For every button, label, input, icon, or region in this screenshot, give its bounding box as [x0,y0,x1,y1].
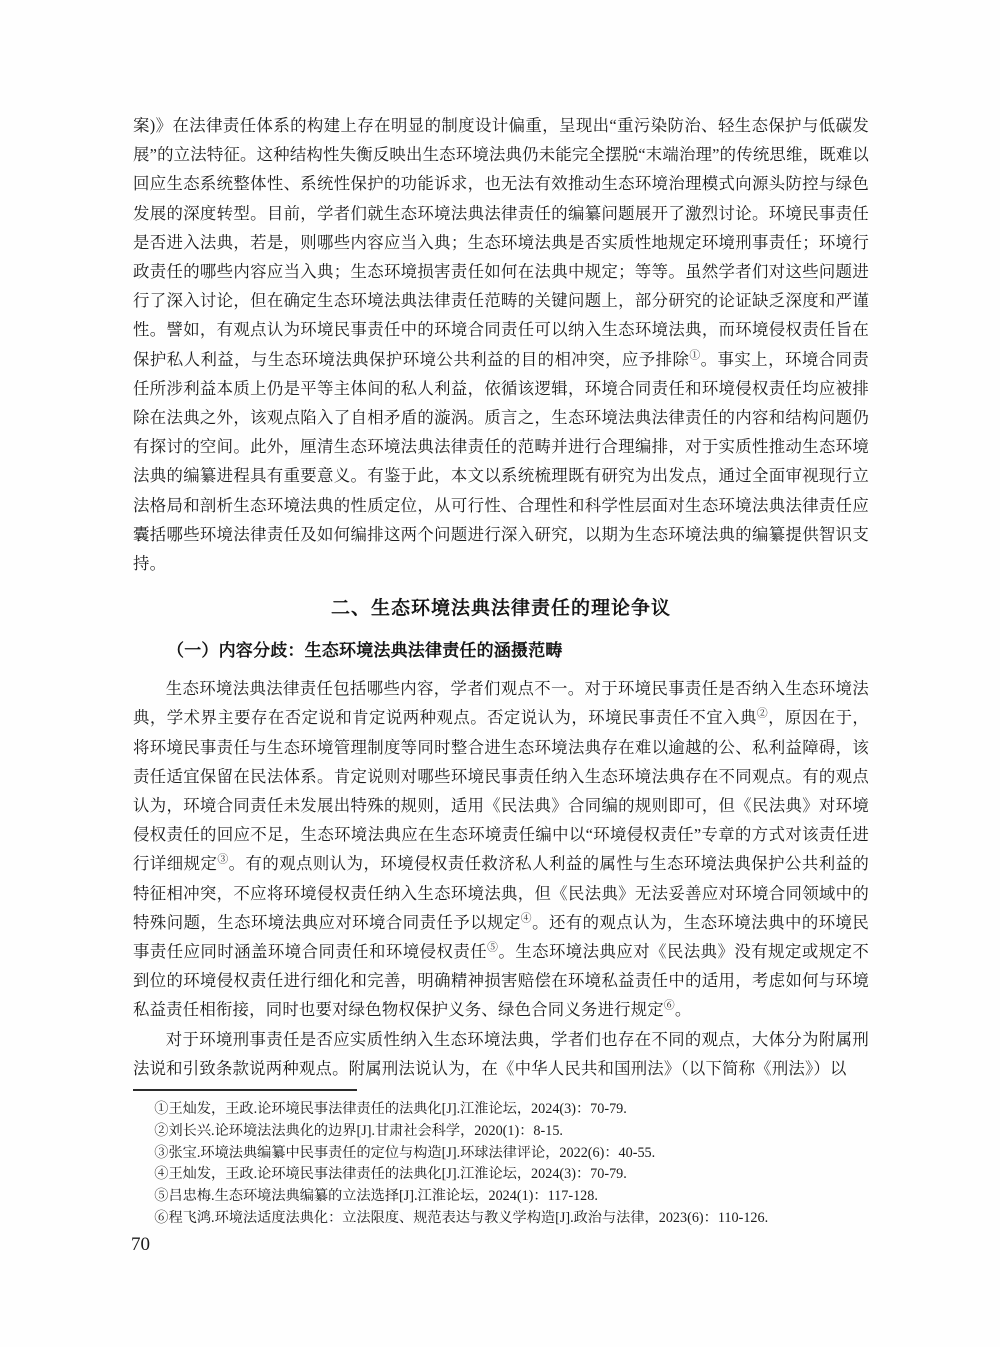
body-paragraph-continuation: 案)》在法律责任体系的构建上存在明显的制度设计偏重，呈现出“重污染防治、轻生态保护与低碳发展”的立法特征。这种结构性失衡反映出生态环境法典仍未能完全摆脱“末端治理”的传统思维，既难以回应生态系统整体性、系统性保护的功能诉求，也无法有效推动生态环境治理模式向源头防控与绿色发展的深度转型。目前，学者们就生态环境法典法律责任的编纂问题展开了激烈讨论。环境民事责任是否进入法典，若是，则哪些内容应当入典；生态环境法典是否实质性地规定环境刑事责任；环境行政责任的哪些内容应当入典；生态环境损害责任如何在法典中规定；等等。虽然学者们对这些问题进行了深入讨论，但在确定生态环境法典法律责任范畴的关键问题上，部分研究的论证缺乏深度和严谨性。譬如，有观点认为环境民事责任中的环境合同责任可以纳入生态环境法典，而环境侵权责任旨在保护私人利益，与生态环境法典保护环境公共利益的目的相冲突，应予排除①。事实上，环境合同责任所涉利益本质上仍是平等主体间的私人利益，依循该逻辑，环境合同责任和环境侵权责任均应被排除在法典之外，该观点陷入了自相矛盾的漩涡。质言之，生态环境法典法律责任的内容和结构问题仍有探讨的空间。此外，厘清生态环境法典法律责任的范畴并进行合理编排，对于实质性推动生态环境法典的编纂进程具有重要意义。有鉴于此，本文以系统梳理既有研究为出发点，通过全面审视现行立法格局和剖析生态环境法典的性质定位，从可行性、合理性和科学性层面对生态环境法典法律责任应囊括哪些环境法律责任及如何编排这两个问题进行深入研究，以期为生态环境法典的编纂提供智识支持。 [133,116,870,574]
subsection-heading: （一）内容分歧：生态环境法典法律责任的涵摄范畴 [167,641,563,661]
footnotes-section [133,1089,869,1230]
footnote-separator-rule [133,1089,357,1091]
footnote-item-1: ①王灿发，王政.论环境民事法律责任的法典化[J].江淮论坛，2024(3)：70-79. [154,1101,627,1117]
footnote-item-5: ⑤吕忠梅.生态环境法典编纂的立法选择[J].江淮论坛，2024(1)：117-128. [154,1188,598,1205]
body-paragraph-criminal-liability: 对于环境刑事责任是否应实质性纳入生态环境法典，学者们也存在不同的观点，大体分为附属刑法说和引致条款说两种观点。附属刑法说认为，在《中华人民共和国刑法》（以下简称《刑法》）以 [133,1029,869,1078]
footnote-list [133,1099,869,1230]
footnote-item-2: ②刘长兴.论环境法法典化的边界[J].甘肃社会科学，2020(1)：8-15. [154,1122,563,1139]
body-paragraph-civil-liability: 生态环境法典法律责任包括哪些内容，学者们观点不一。对于环境民事责任是否纳入生态环境法典，学术界主要存在否定说和肯定说两种观点。否定说认为，环境民事责任不宜入典②，原因在于，将环境民事责任与生态环境管理制度等同时整合进生态环境法典存在难以逾越的公、私利益障碍，该责任适宜保留在民法体系。肯定说则对哪些环境民事责任纳入生态环境法典存在不同观点。有的观点认为，环境合同责任未发展出特殊的规则，适用《民法典》合同编的规则即可，但《民法典》对环境侵权责任的回应不足，生态环境法典应在生态环境责任编中以“环境侵权责任”专章的方式对该责任进行详细规定③。有的观点则认为，环境侵权责任救济私人利益的属性与生态环境法典保护公共利益的特征相冲突，不应将环境侵权责任纳入生态环境法典，但《民法典》无法妥善应对环境合同领域中的特殊问题，生态环境法典应对环境合同责任予以规定④。还有的观点认为，生态环境法典中的环境民事责任应同时涵盖环境合同责任和环境侵权责任⑤。生态环境法典应对《民法典》没有规定或规定不到位的环境侵权责任进行细化和完善，明确精神损害赔偿在环境私益责任中的适用，考虑如何与环境私益责任相衔接，同时也要对绿色物权保护义务、绿色合同义务进行规定⑥。 [133,679,870,1020]
footnote-item-3: ③张宝.环境法典编纂中民事责任的定位与构造[J].环球法律评论，2022(6)：40-55. [154,1144,656,1161]
footnote-item-4: ④王灿发，王政.论环境民事法律责任的法典化[J].江淮论坛，2024(3)：70-79. [154,1166,627,1183]
section-heading: 二、生态环境法典法律责任的理论争议 [330,598,671,620]
page-body-text [133,111,869,1083]
footnote-item-6: ⑥程飞鸿.环境法适度法典化：立法限度、规范表达与教义学构造[J].政治与法律，2023(6)：110-126. [154,1209,769,1226]
page-number: 70 [131,1234,150,1255]
